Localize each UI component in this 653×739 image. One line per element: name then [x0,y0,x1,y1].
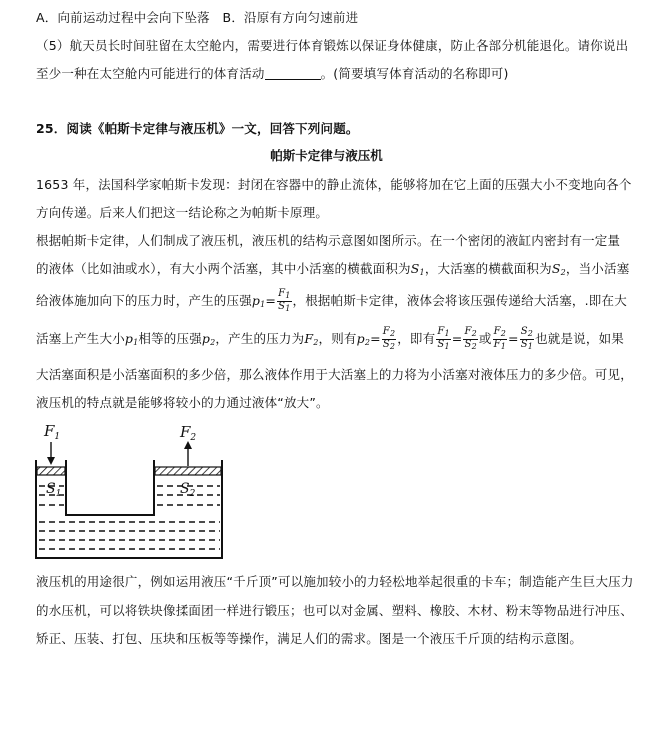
para2-line2-text-a: 的液体（比如油或水），有大小两个活塞，其中小活塞的横截面积为 [36,261,411,276]
para2-line3-text-a: 给液体施加向下的压力时，产生的压强 [36,293,252,308]
q24-options: A．向前运动过程中会向下坠落 B．沿原有方向匀速前进 [36,10,359,25]
para2-line2-text-c: ，当小活塞 [565,261,630,276]
label-F2: $F_2$ [180,423,197,443]
symbol-S2: $S_2$ [551,261,566,277]
para3-line1: 液压机的用途很广，例如运用液压“千斤顶”可以施加较小的力轻松地举起很重的卡车；制造能产生巨大压力 [36,574,634,589]
para2-line4-text-b: 相等的压强 [138,331,202,346]
equals-sign-b: = [508,331,519,346]
q24-part5-text-b: 。(简要填写体育活动的名称即可) [320,66,509,81]
para2-line4-text-f: 或 [478,331,492,346]
para1-line1: 1653 年，法国科学家帕斯卡发现：封闭在容器中的静止流体，能够将加在它上面的压强大小不变地向各个 [36,177,632,192]
fraction-F2-over-S2: $\frac{F_2}{S_2}$ [382,326,396,351]
label-S2: $S_2$ [180,481,196,499]
small-piston [37,467,65,475]
para2-line4-text-e: ，即有 [397,331,436,346]
para2-line2 [36,260,629,282]
fraction-F1-over-S1: $\frac{F_1}{S_1}$ [278,288,291,313]
q24-part5-line2 [36,65,509,83]
label-F1: $F_1$ [44,422,61,442]
symbol-p1: $p_1$ [124,331,139,347]
para2-line6: 液压机的特点就是能够将较小的力通过液体“放大”。 [36,395,329,410]
para2-line1: 根据帕斯卡定律，人们制成了液压机，液压机的结构示意图如图所示。在一个密闭的液缸内密封有一定量 [36,233,621,248]
formula-p2: $p_2=$ [356,331,381,347]
symbol-S1: $S_1$ [410,261,425,277]
para2-line3 [36,289,627,314]
para2-line5: 大活塞面积是小活塞面积的多少倍，那么液体作用于大活塞上的力将为小活塞对液体压力的多少倍。可见， [36,367,633,382]
para2-line4-text-a: 活塞上产生大小 [36,331,125,346]
para2-line2-text-b: ，大活塞的横截面积为 [424,261,552,276]
fraction-S2-over-S1: $\frac{S_2}{S_1}$ [520,326,534,351]
hydraulic-press-diagram [30,420,230,565]
para3-line2: 的水压机，可以将铁块像揉面团一样进行锻压；也可以对金属、塑料、橡胶、木材、粉末等物品进行冲压、 [36,603,633,618]
formula-p1: $p_1=$ [251,293,277,309]
q24-part5-line1: （5）航天员长时间驻留在太空舱内，需要进行体育锻炼以保证身体健康，防止各部分机能退化。请你说出 [36,38,629,53]
article-title: 帕斯卡定律与液压机 [270,148,383,163]
symbol-p2: $p_2$ [201,331,216,347]
fraction-F2-over-F1: $\frac{F_2}{F_1}$ [493,326,507,351]
label-S1: $S_1$ [46,481,62,499]
para2-line4-text-g: 也就是说，如果 [535,331,624,346]
fraction-F2-over-S2-b: $\frac{F_2}{S_2}$ [464,326,477,351]
para2-line4-text-c: ，产生的压力为 [215,331,305,346]
para3-line3: 矫正、压装、打包、压块和压板等等操作，满足人们的需求。图是一个液压千斤顶的结构示意图。 [36,631,583,646]
q24-part5-text-a: 至少一种在太空舱内可能进行的体育活动 [36,66,265,81]
para1-line2: 方向传递。后来人们把这一结论称之为帕斯卡原理。 [36,205,329,220]
symbol-F2: $F_2$ [304,331,319,347]
answer-blank[interactable] [265,67,321,80]
fraction-F1-over-S1-b: $\frac{F_1}{S_1}$ [437,326,450,351]
para2-line4-text-d: ，则有 [318,331,357,346]
para2-line3-text-b: ，根据帕斯卡定律，液体会将该压强传递给大活塞，.即在大 [292,293,627,308]
para2-line4 [36,327,624,352]
q25-heading: 25．阅读《帕斯卡定律与液压机》一文，回答下列问题。 [36,121,359,136]
large-piston [155,467,221,475]
equals-sign: = [451,331,463,346]
